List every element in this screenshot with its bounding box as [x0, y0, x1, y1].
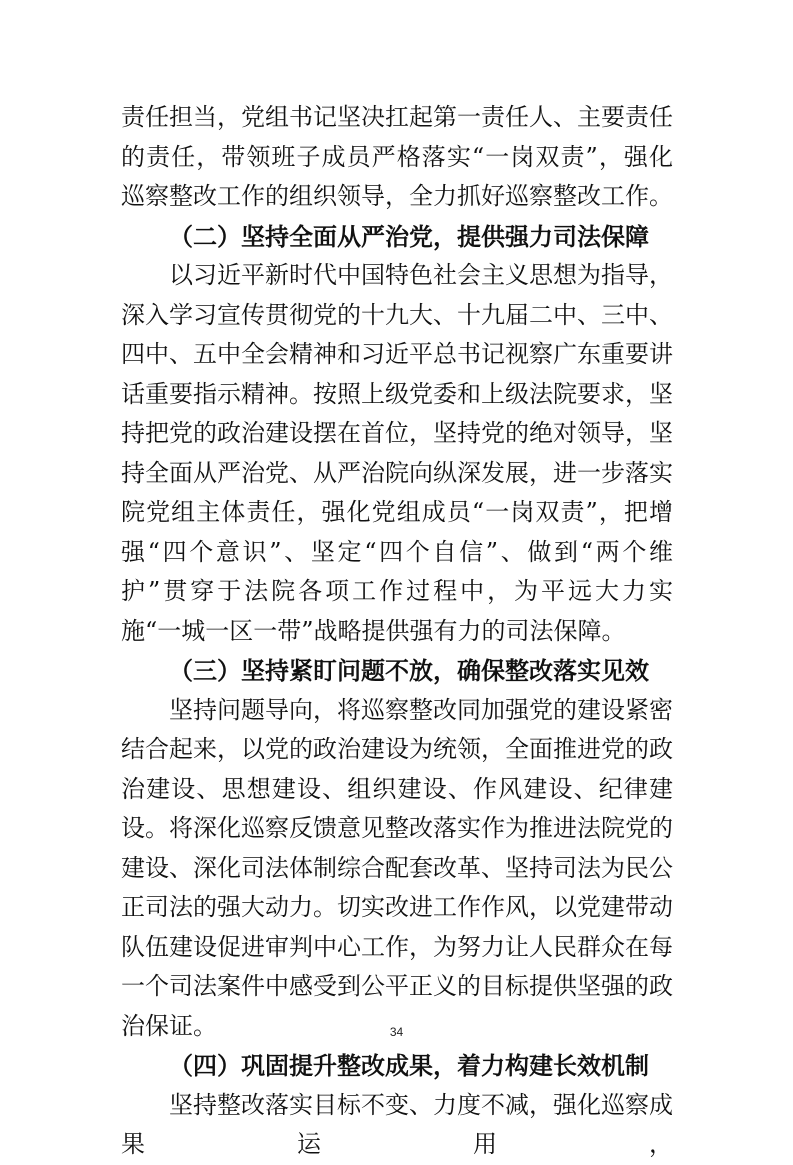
document-body — [121, 98, 673, 1165]
section-heading-2: （二）坚持全面从严治党，提供强力司法保障 — [169, 221, 649, 251]
section-heading-3: （三）坚持紧盯问题不放，确保整改落实见效 — [169, 656, 649, 685]
page-number: 34 — [389, 1025, 404, 1039]
section-heading-4: （四）巩固提升整改成果，着力构建长效机制 — [169, 1051, 649, 1080]
paragraph-discipline: 以习近平新时代中国特色社会主义思想为指导，深入学习宣传贯彻党的十九大、十九届二中、三中、四中、五中全会精神和习近平总书记视察广东重要讲话重要指示精神。按照上级党委和上级法院要求，坚持把党的政治建设摆在首位，坚持党的绝对领导，坚持全面从严治党、从严治院向纵深发展，进一步落实院党组主体责任，强化党组成员“一岗双责”，把增强“四个意识”、坚定“四个自信”、做到“两个维护”贯穿于法院各项工作过程中，为平远大力实施“一城一区一带”战略提供强有力的司法保障。 — [121, 261, 673, 645]
paragraph-problem-orientation: 坚持问题导向，将巡察整改同加强党的建设紧密结合起来，以党的政治建设为统领，全面推进党的政治建设、思想建设、组织建设、作风建设、纪律建设。将深化巡察反馈意见整改落实作为推进法院党的建设、深化司法体制综合配套改革、坚持司法为民公正司法的强大动力。切实改进工作作风，以党建带动队伍建设促进审判中心工作，为努力让人民群众在每一个司法案件中感受到公平正义的目标提供坚强的政治保证。 — [121, 695, 673, 1040]
paragraph-continuation: 责任担当，党组书记坚决扛起第一责任人、主要责任的责任，带领班子成员严格落实“一岗双责”，强化巡察整改工作的组织领导，全力抓好巡察整改工作。 — [121, 103, 673, 210]
paragraph-consolidate: 坚持整改落实目标不变、力度不减，强化巡察成果运用， — [121, 1090, 673, 1158]
